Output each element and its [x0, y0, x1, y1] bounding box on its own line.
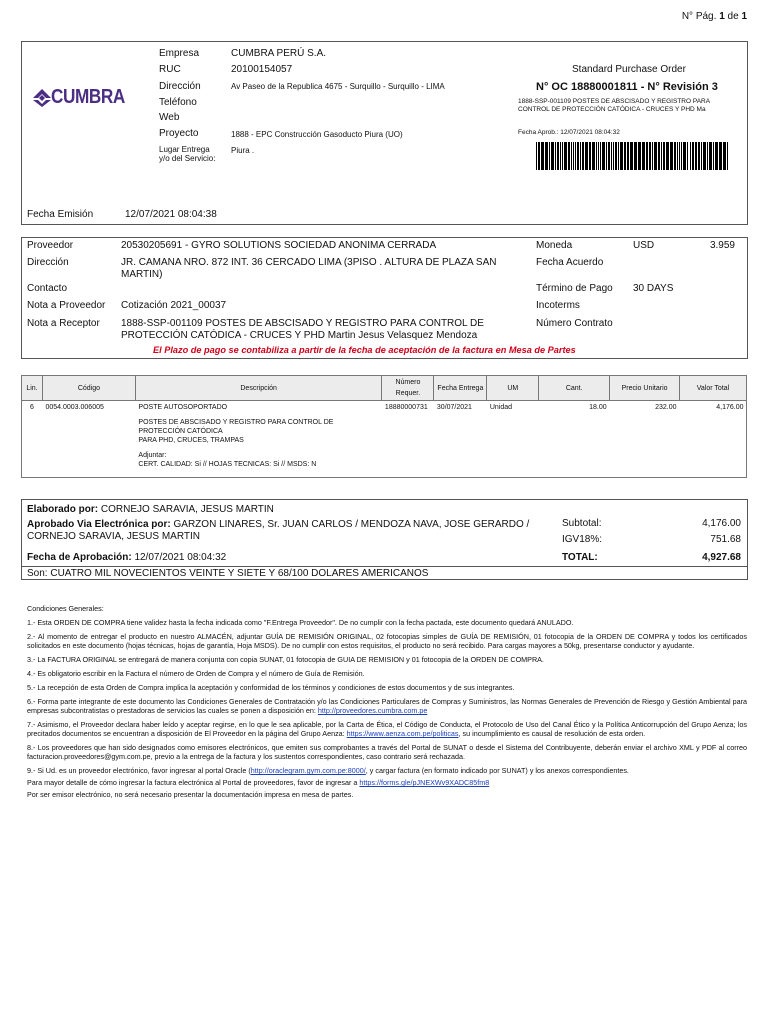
son-amount-words: Son: CUATRO MIL NOVECIENTOS VEINTE Y SIETE Y 68/100 DOLARES AMERICANOS — [27, 568, 429, 579]
barcode-bar — [695, 142, 697, 170]
barcode-bar — [687, 142, 688, 170]
col-numero-requer: Número Requer. — [382, 376, 434, 401]
proveedores-link[interactable]: http://proveedores.cumbra.com.pe — [317, 706, 428, 715]
barcode-bar — [658, 142, 660, 170]
desc-line: PROTECCIÓN CATÓDICA — [138, 428, 223, 435]
barcode-bar — [545, 142, 548, 170]
col-codigo: Código — [42, 376, 135, 401]
oc-fecha-aprob: Fecha Aprob.: 12/07/2021 08:04:32 — [518, 129, 620, 136]
col-um: UM — [487, 376, 539, 401]
barcode-bar — [589, 142, 591, 170]
condition-9: 9.- Si Ud. es un proveedor electrónico, favor ingresar al portal Oracle (http://oraclegram.gym.com.pe:8000/, y cargar factura (en formato indicado por SUNAT) y los anexos correspondientes. — [27, 766, 629, 775]
barcode-bar — [652, 142, 653, 170]
barcode-bar — [580, 142, 581, 170]
col-lin: Lin. — [22, 376, 43, 401]
tipo-cambio: 3.959 — [709, 240, 735, 251]
col-descripcion: Descripción — [135, 376, 382, 401]
subtotal-value: 4,176.00 — [702, 518, 741, 529]
barcode-bar — [707, 142, 708, 170]
barcode-bar — [608, 142, 610, 170]
ruc-value: 20100154057 — [231, 64, 293, 75]
desc-title: POSTE AUTOSOPORTADO — [138, 404, 228, 411]
nota-proveedor-label: Nota a Proveedor — [27, 300, 106, 311]
row-fecha: 30/07/2021 — [436, 404, 472, 411]
col-cant: Cant. — [539, 376, 610, 401]
barcode-bar — [677, 142, 678, 170]
summary-divider — [21, 566, 748, 567]
barcode-bar — [681, 142, 682, 170]
lugar-entrega-label: Lugar Entrega y/o del Servicio: — [159, 145, 216, 163]
items-table-border — [21, 375, 747, 478]
condition-1: 1.- Esta ORDEN DE COMPRA tiene validez hasta la fecha indicada como "F.Entrega Proveedor". De no cumplir con la fecha pactada, este documento quedará ANULADO. — [27, 618, 574, 627]
barcode-bar — [602, 142, 605, 170]
page-number: N° Pág. 1 de 1 — [681, 11, 747, 22]
lugar-entrega-value: Piura . — [231, 146, 255, 155]
fecha-aprobacion: Fecha de Aprobación: 12/07/2021 08:04:32 — [27, 552, 227, 563]
cumbra-logo-icon — [33, 89, 51, 107]
row-precio: 232.00 — [655, 404, 677, 411]
condition-3: 3.- La FACTURA ORIGINAL se entregará de manera conjunta con copia SUNAT, 01 fotocopia de GUIA DE REMISION y 01 fotocopia de la ORDEN DE COMPRA. — [27, 655, 544, 664]
barcode-bar — [536, 142, 537, 170]
logo-text: CUMBRA — [51, 86, 125, 108]
barcode-bar — [627, 142, 629, 170]
nota-proveedor-value: Cotización 2021_00037 — [121, 300, 227, 311]
adjuntar-label: Adjuntar: — [138, 452, 167, 459]
order-type: Standard Purchase Order — [572, 64, 686, 75]
barcode-bar — [615, 142, 617, 170]
total-label: TOTAL: — [562, 552, 598, 563]
desc-line: POSTES DE ABSCISADO Y REGISTRO PARA CONTROL DE — [138, 419, 334, 426]
barcode-bar — [719, 142, 722, 170]
fecha-emision-value: 12/07/2021 08:04:38 — [125, 209, 217, 220]
numero-contrato-label: Número Contrato — [536, 318, 613, 329]
desc-line: PARA PHD, CRUCES, TRAMPAS — [138, 437, 244, 444]
condition-10: Para mayor detalle de cómo ingresar la factura electrónica al Portal de proveedores, favor de ingresar a https://forms.gle/pJNEXWv9XADC85fm8 — [27, 778, 490, 787]
row-um: Unidad — [489, 404, 513, 411]
barcode-bar — [679, 142, 680, 170]
direccion-value: Av Paseo de la Republica 4675 - Surquillo - Surquillo - LIMA — [231, 82, 445, 91]
moneda-label: Moneda — [536, 240, 573, 251]
barcode-bar — [638, 142, 641, 170]
col-fecha-entrega: Fecha Entrega — [434, 376, 487, 401]
barcode-bar — [715, 142, 718, 170]
barcode-bar — [598, 142, 599, 170]
proveedor-value: 20530205691 - GYRO SOLUTIONS SOCIEDAD ANONIMA CERRADA — [121, 240, 437, 251]
barcode-bar — [562, 142, 563, 170]
barcode-bar — [701, 142, 702, 170]
barcode-bar — [649, 142, 651, 170]
barcode-bar — [620, 142, 623, 170]
subtotal-label: Subtotal: — [562, 518, 602, 529]
condition-7: 7.- Asimismo, el Proveedor declara haber leído y aceptar regirse, en lo que le sea aplicable, por la Carta de Ética, el Código de Conducta, el Protocolo de Uso del Canal Ético y la Política Anticorrupción del Grupo Aenza; los precitados documentos se encuentran a disposición de El Proveedor en la página del Grupo Aenza: https://www.aenza.com.pe/politicas, su incumplimiento es causal de resolución de esta orden. — [27, 720, 747, 738]
barcode-bar — [541, 142, 544, 170]
barcode-bar — [683, 142, 686, 170]
web-label: Web — [159, 112, 180, 123]
barcode-bar — [575, 142, 576, 170]
moneda-value: USD — [633, 240, 655, 251]
condition-5: 5.- La recepción de esta Orden de Compra implica la aceptación y conformidad de los términos y condiciones de estos documentos y de sus integrantes. — [27, 683, 515, 692]
aenza-politicas-link[interactable]: https://www.aenza.com.pe/politicas — [346, 729, 459, 738]
barcode-bar — [709, 142, 712, 170]
oc-description: 1888-SSP-001109 POSTES DE ABSCISADO Y REGISTRO PARA CONTROL DE PROTECCIÓN CATÓDICA - CRUCES Y PHD Ma — [518, 98, 710, 113]
barcode-bar — [666, 142, 669, 170]
ruc-label: RUC — [159, 64, 181, 75]
adjuntar-value: CERT. CALIDAD: Si // HOJAS TECNICAS: Si // MSDS: N — [138, 461, 317, 468]
barcode-bar — [551, 142, 554, 170]
row-lin: 6 — [30, 404, 34, 411]
barcode-bar — [646, 142, 648, 170]
barcode-bar — [568, 142, 570, 170]
barcode-bar — [642, 142, 645, 170]
direccion-label: Dirección — [159, 81, 201, 92]
direccion-proveedor-value: JR. CAMANA NRO. 872 INT. 36 CERCADO LIMA (3PISO . ALTURA DE PLAZA SAN MARTIN) — [121, 257, 497, 280]
termino-pago-value: 30 DAYS — [633, 283, 674, 294]
proyecto-label: Proyecto — [159, 128, 199, 139]
conditions-title: Condiciones Generales: — [27, 604, 104, 613]
barcode-bar — [613, 142, 614, 170]
nota-receptor-label: Nota a Receptor — [27, 318, 100, 329]
barcode-bar — [713, 142, 714, 170]
barcode-bar — [538, 142, 540, 170]
col-precio-unitario: Precio Unitario — [610, 376, 680, 401]
payment-warning: El Plazo de pago se contabiliza a partir de la fecha de aceptación de la factura en Mesa de Partes — [153, 345, 576, 355]
barcode-bar — [661, 142, 662, 170]
forms-link[interactable]: https://forms.gle/pJNEXWv9XADC85fm8 — [359, 778, 490, 787]
barcode-bar — [663, 142, 665, 170]
col-valor-total: Valor Total — [680, 376, 747, 401]
row-cant: 18.00 — [589, 404, 607, 411]
fecha-emision-label: Fecha Emisión — [27, 209, 94, 220]
barcode-bar — [611, 142, 612, 170]
barcode-bar — [592, 142, 595, 170]
empresa-value: CUMBRA PERÚ S.A. — [231, 48, 327, 59]
barcode-bar — [690, 142, 691, 170]
elaborado-por: Elaborado por: CORNEJO SARAVIA, JESUS MARTIN — [27, 504, 274, 515]
telefono-label: Teléfono — [159, 97, 197, 108]
barcode-bar — [557, 142, 559, 170]
aprobado-por: Aprobado Via Electrónica por: GARZON LINARES, Sr. JUAN CARLOS / MENDOZA NAVA, JOSE GERARDO / CORNEJO SARAVIA, JESUS MARTIN — [27, 519, 530, 542]
barcode-bar — [723, 142, 726, 170]
direccion-proveedor-label: Dirección — [27, 257, 69, 268]
oracle-portal-link[interactable]: http://oraclegram.gym.com.pe:8000/ — [250, 766, 366, 775]
fecha-acuerdo-label: Fecha Acuerdo — [536, 257, 604, 268]
condition-11: Por ser emisor electrónico, no será necesario presentar la documentación impresa en mesa de partes. — [27, 790, 354, 799]
igv-value: 751.68 — [710, 534, 741, 545]
barcode-bar — [698, 142, 700, 170]
barcode-bar — [703, 142, 706, 170]
row-total: 4,176.00 — [716, 404, 744, 411]
contacto-label: Contacto — [27, 283, 68, 294]
barcode-bar — [596, 142, 597, 170]
barcode-bar — [600, 142, 601, 170]
row-requer: 18880000731 — [384, 404, 428, 411]
proyecto-value: 1888 - EPC Construcción Gasoducto Piura (UO) — [231, 130, 403, 139]
oc-number: N° OC 18880001811 - N° Revisión 3 — [536, 81, 718, 93]
barcode-bar — [582, 142, 584, 170]
igv-label: IGV18%: — [562, 534, 603, 545]
barcode-bar — [634, 142, 637, 170]
barcode-bar — [630, 142, 633, 170]
barcode-bar — [573, 142, 574, 170]
row-codigo: 0054.0003.006005 — [45, 404, 104, 411]
barcode-bar — [692, 142, 694, 170]
proveedor-label: Proveedor — [27, 240, 74, 251]
barcode-bar — [670, 142, 673, 170]
general-conditions — [27, 604, 747, 804]
condition-8: 8.- Los proveedores que han sido designados como emisores electrónicos, que emiten sus comprobantes a través del Portal de SUNAT o desde el Sistema del Contribuyente, deberán enviar el archivo XML y PDF al correo facturacion.proveedores@gym.com.pe, previo a la entrega de la factura y los sustentos correspondientes, caso contrario será rechazada. — [27, 743, 747, 761]
barcode-bar — [571, 142, 572, 170]
barcode — [536, 142, 730, 170]
condition-6: 6.- Forma parte integrante de este documento las Condiciones Generales de Contratación y/o las Condiciones Particulares de Compras y Suministros, las Normas Generales de Prevención de Riesgo y Gestión Ambiental para empresas subcontratistas o prestadoras de servicios las cuales se ponen a disposición en: http://proveedores.cumbra.com.pe — [27, 697, 747, 715]
barcode-bar — [555, 142, 556, 170]
barcode-bar — [560, 142, 561, 170]
barcode-bar — [654, 142, 657, 170]
barcode-bar — [585, 142, 588, 170]
barcode-bar — [618, 142, 619, 170]
barcode-bar — [674, 142, 676, 170]
barcode-bar — [549, 142, 550, 170]
barcode-bar — [577, 142, 579, 170]
empresa-label: Empresa — [159, 48, 200, 59]
barcode-bar — [624, 142, 626, 170]
incoterms-label: Incoterms — [536, 300, 580, 311]
condition-4: 4.- Es obligatorio escribir en la Factura el número de Orden de Compra y el número de Guía de Remisión. — [27, 669, 365, 678]
termino-pago-label: Término de Pago — [536, 283, 613, 294]
total-value: 4,927.68 — [702, 552, 741, 563]
barcode-bar — [606, 142, 607, 170]
condition-2: 2.- Al momento de entregar el producto en nuestro ALMACÉN, adjuntar GUÍA DE REMISIÓN ORIGINAL, 02 fotocopias simples de GUÍA DE REMISIÓN, 01 fotocopia de la ORDEN DE COMPRA y todos los certificados solicitados en este documento (hojas técnicas, hojas de garantía, Hoja MSDS). De no cumplir con estos requisitos, el producto no será recibido. Para cargas mayores a 50kg, presentarse conductor y ayudante. — [27, 632, 747, 650]
nota-receptor-value: 1888-SSP-001109 POSTES DE ABSCISADO Y REGISTRO PARA CONTROL DE PROTECCIÓN CATÓDICA - CRUCES Y PHD Martin Jesus Velasquez Mendoza — [121, 318, 484, 341]
barcode-bar — [727, 142, 728, 170]
barcode-bar — [564, 142, 567, 170]
